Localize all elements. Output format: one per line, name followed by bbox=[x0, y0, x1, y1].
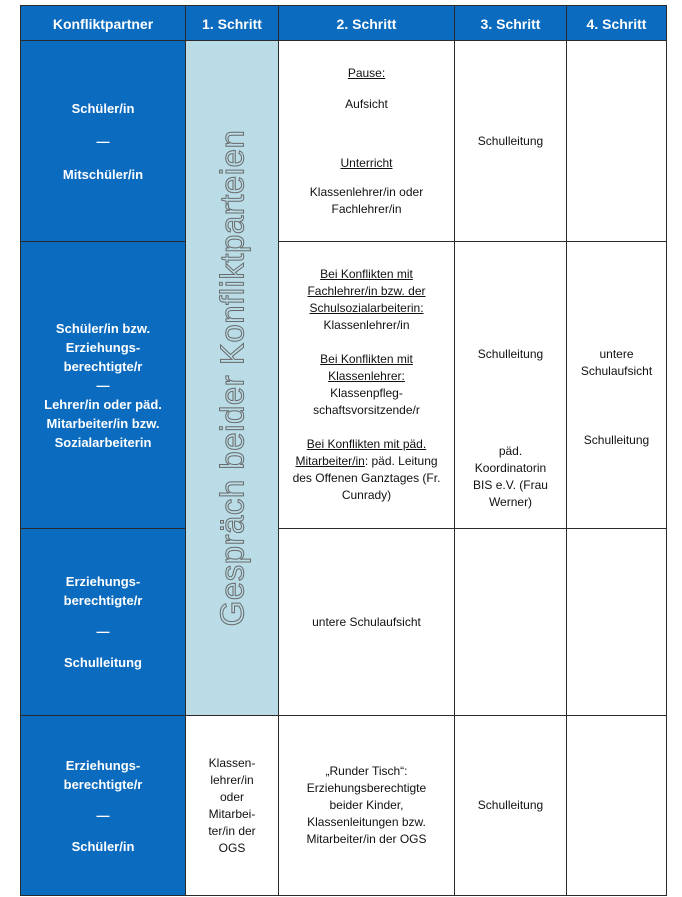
row2-step3 bbox=[454, 241, 567, 529]
dash: — bbox=[96, 133, 110, 149]
partner-a: Schüler/in bbox=[71, 100, 135, 116]
dash: — bbox=[96, 624, 110, 639]
conflict1-text: Klassenlehrer/in bbox=[323, 318, 410, 332]
step2-text: „Runder Tisch“: Erziehungsberechtigte beider Kinder, Klassenleitungen bzw. Mitarbeiter/in der OGS bbox=[306, 764, 427, 846]
pause-text: Aufsicht bbox=[345, 96, 388, 111]
row1-step3 bbox=[454, 40, 567, 242]
row2-step2 bbox=[278, 241, 455, 529]
header-konfliktpartner bbox=[20, 5, 186, 41]
unterricht-heading: Unterricht bbox=[340, 155, 393, 170]
vertical-label: Gespräch beider Konfliktparteien bbox=[213, 129, 251, 627]
row4-partner bbox=[20, 715, 186, 896]
header-schritt-2 bbox=[278, 5, 455, 41]
step4-a: untere Schulaufsicht bbox=[580, 347, 653, 378]
row4-step4 bbox=[566, 715, 667, 896]
step3-a: Schulleitung bbox=[477, 347, 544, 361]
step1-text: Klassen-lehrer/in oder Mitarbei-ter/in der OGS bbox=[208, 755, 256, 855]
dash: — bbox=[96, 807, 110, 823]
row3-partner bbox=[20, 528, 186, 716]
partner-a: Erziehungs-berechtigte/r bbox=[63, 574, 143, 608]
header-label: 1. Schritt bbox=[202, 16, 262, 32]
step3-text: Schulleitung bbox=[477, 798, 544, 812]
header-label: Konfliktpartner bbox=[52, 16, 154, 32]
partner-b: Schulleitung bbox=[64, 655, 142, 670]
unterricht-text: Klassenlehrer/in oder Fachlehrer/in bbox=[309, 184, 424, 216]
row4-step1 bbox=[185, 715, 279, 896]
row4-step3 bbox=[454, 715, 567, 896]
partner-b: Schüler/in bbox=[71, 838, 135, 854]
row1-step4 bbox=[566, 40, 667, 242]
row1-step2 bbox=[278, 40, 455, 242]
step2-text: untere Schulaufsicht bbox=[312, 614, 421, 629]
header-schritt-4 bbox=[566, 5, 667, 41]
row1-partner bbox=[20, 40, 186, 242]
row3-step2 bbox=[278, 528, 455, 716]
step4-b: Schulleitung bbox=[583, 433, 650, 447]
row2-step4 bbox=[566, 241, 667, 529]
partner-b: Lehrer/in oder päd. Mitarbeiter/in bzw. Sozialarbeiterin bbox=[44, 396, 162, 450]
row3-step4 bbox=[566, 528, 667, 716]
partner-b: Mitschüler/in bbox=[62, 166, 144, 182]
header-schritt-1 bbox=[185, 5, 279, 41]
row4-step2 bbox=[278, 715, 455, 896]
header-schritt-3 bbox=[454, 5, 567, 41]
partner-a: Schüler/in bzw. Erziehungs-berechtigte/r bbox=[55, 320, 151, 374]
partner-a: Erziehungs-berechtigte/r bbox=[63, 757, 143, 792]
dash: — bbox=[96, 377, 110, 393]
conflict3-heading: Bei Konflikten mit päd. Mitarbeiter/in bbox=[295, 437, 427, 468]
header-label: 4. Schritt bbox=[586, 16, 647, 32]
step3-b: päd. Koordinatorin BIS e.V. (Frau Werner) bbox=[473, 444, 548, 509]
pause-heading: Pause: bbox=[347, 65, 386, 80]
step3-text: Schulleitung bbox=[477, 133, 544, 148]
header-label: 3. Schritt bbox=[480, 16, 541, 32]
header-label: 2. Schritt bbox=[336, 16, 397, 32]
step1-merged-cell bbox=[185, 40, 279, 716]
row2-partner bbox=[20, 241, 186, 529]
conflict3-text: : päd. Leitung des Offenen Ganztages (Fr. Cunrady) bbox=[292, 454, 441, 502]
conflict2-text: Klassenpfleg-schaftsvorsitzende/r bbox=[313, 386, 420, 417]
conflict1-heading: Bei Konflikten mit Fachlehrer/in bzw. der Schulsozialarbeiterin: bbox=[307, 267, 426, 315]
row3-step3 bbox=[454, 528, 567, 716]
conflict2-heading: Bei Konflikten mit Klassenlehrer: bbox=[320, 352, 413, 383]
